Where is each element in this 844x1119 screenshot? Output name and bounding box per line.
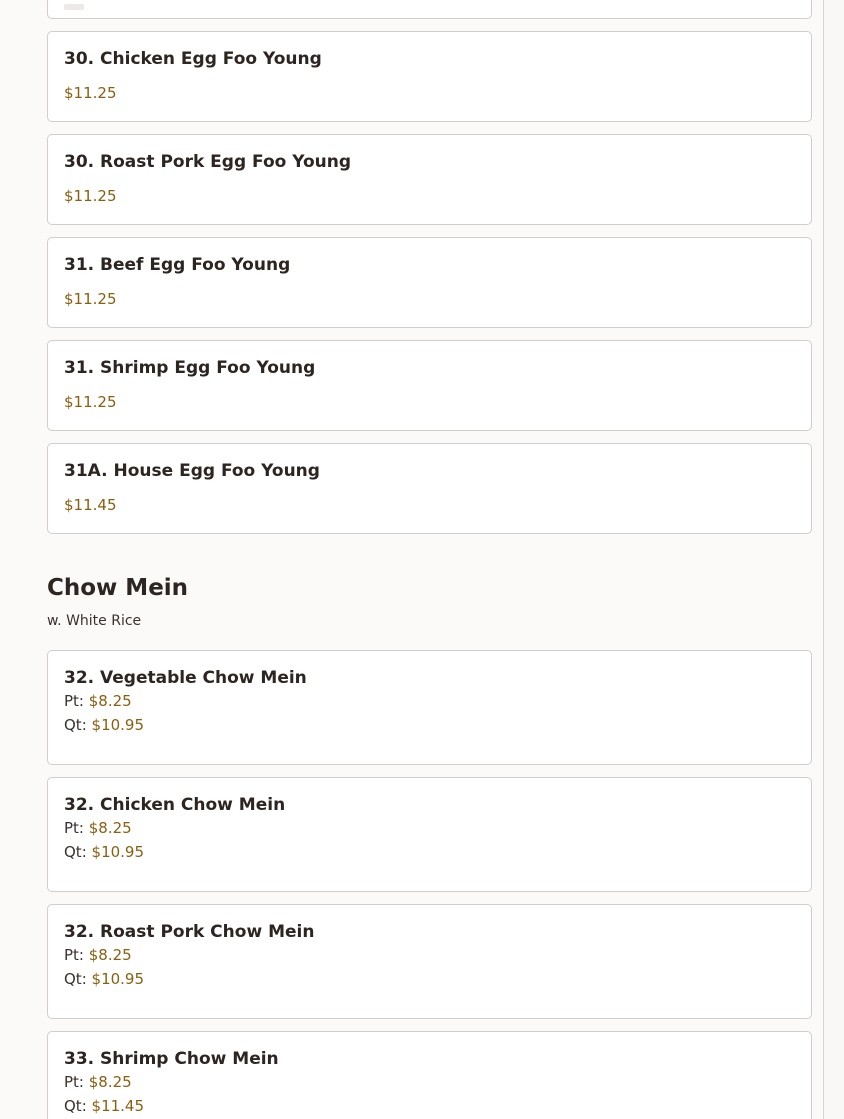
item-image-placeholder	[64, 4, 84, 10]
quart-price-line	[64, 967, 795, 991]
pint-price-line	[64, 689, 795, 713]
section-title: Chow Mein	[47, 575, 189, 601]
item-name: 31. Beef Egg Foo Young	[64, 255, 291, 275]
item-name: 32. Vegetable Chow Mein	[64, 668, 307, 688]
size-label: Pt:	[64, 692, 84, 710]
menu-item-card[interactable]	[47, 31, 812, 122]
menu-item-card[interactable]	[47, 237, 812, 328]
quart-price-line	[64, 840, 795, 864]
item-name: 32. Chicken Chow Mein	[64, 795, 286, 815]
size-label: Qt:	[64, 970, 87, 988]
item-price: $10.95	[91, 716, 145, 734]
item-price: $8.25	[88, 692, 132, 710]
quart-price-line	[64, 1094, 795, 1118]
menu-item-card[interactable]	[47, 443, 812, 534]
pint-price-line	[64, 816, 795, 840]
size-label: Pt:	[64, 819, 84, 837]
size-label: Qt:	[64, 716, 87, 734]
pint-price-line	[64, 943, 795, 967]
item-price: $8.25	[88, 819, 132, 837]
item-price: $11.45	[91, 1097, 145, 1115]
menu-item-card[interactable]	[47, 0, 812, 19]
item-name: 31A. House Egg Foo Young	[64, 461, 320, 481]
item-price: $8.25	[88, 946, 132, 964]
item-name: 30. Roast Pork Egg Foo Young	[64, 152, 352, 172]
size-label: Qt:	[64, 843, 87, 861]
pint-price-line	[64, 1070, 795, 1094]
item-name: 30. Chicken Egg Foo Young	[64, 49, 322, 69]
section-subtitle: w. White Rice	[47, 613, 142, 629]
item-name: 32. Roast Pork Chow Mein	[64, 922, 315, 942]
size-label: Pt:	[64, 946, 84, 964]
quart-price-line	[64, 713, 795, 737]
item-name: 33. Shrimp Chow Mein	[64, 1049, 279, 1069]
item-price: $11.25	[64, 393, 117, 411]
menu-item-card[interactable]	[47, 340, 812, 431]
size-label: Qt:	[64, 1097, 87, 1115]
item-price: $10.95	[91, 843, 145, 861]
item-price: $11.45	[64, 496, 117, 514]
menu-item-card[interactable]	[47, 650, 812, 765]
item-price: $10.95	[91, 970, 145, 988]
item-name: 31. Shrimp Egg Foo Young	[64, 358, 316, 378]
menu-item-card[interactable]	[47, 904, 812, 1019]
item-price: $11.25	[64, 84, 117, 102]
item-price: $11.25	[64, 187, 117, 205]
item-price: $8.25	[88, 1073, 132, 1091]
item-price: $11.25	[64, 290, 117, 308]
menu-item-card[interactable]	[47, 134, 812, 225]
menu-item-card[interactable]	[47, 1031, 812, 1119]
menu-item-card[interactable]	[47, 777, 812, 892]
size-label: Pt:	[64, 1073, 84, 1091]
menu-list	[47, 0, 812, 1119]
